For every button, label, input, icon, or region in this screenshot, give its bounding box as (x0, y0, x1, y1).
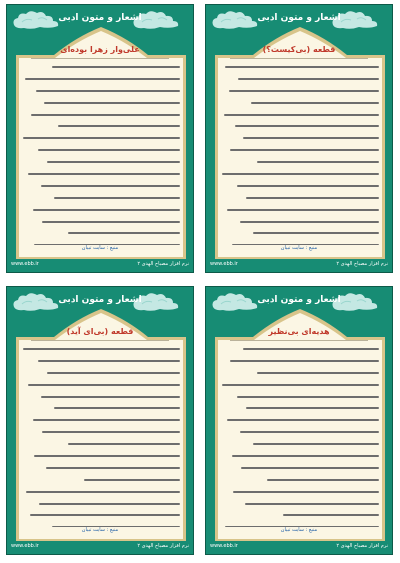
text-line-stroke (222, 384, 379, 386)
footer-software-name: نرم افزار مصباح الهدی ۲ (336, 543, 388, 549)
text-line-stroke (31, 114, 180, 116)
text-line (20, 206, 180, 214)
text-line-stroke (47, 372, 180, 374)
source-credit: منبع : سایت تبیان (280, 245, 318, 251)
text-line (20, 170, 180, 178)
text-line (219, 357, 379, 365)
text-line (219, 229, 379, 237)
text-line-stroke (257, 372, 379, 374)
text-line (20, 111, 180, 119)
text-line (20, 63, 180, 71)
text-line-stroke (241, 467, 379, 469)
text-line (219, 111, 379, 119)
text-line (20, 404, 180, 412)
divider (31, 340, 169, 341)
text-line (219, 99, 379, 107)
document-page (6, 4, 194, 273)
text-line (20, 488, 180, 496)
footer-software-name: نرم افزار مصباح الهدی ۲ (336, 261, 388, 267)
text-line-stroke (237, 396, 379, 398)
text-line-stroke (253, 443, 379, 445)
text-line (219, 511, 379, 519)
text-line-stroke (240, 431, 379, 433)
source-credit: منبع : سایت تبیان (280, 527, 318, 533)
source-credit: منبع : سایت تبیان (81, 527, 119, 533)
text-line (20, 511, 180, 519)
text-line-stroke (39, 503, 180, 505)
text-line-stroke (230, 360, 379, 362)
footer-site-link[interactable]: www.ebb.ir (11, 261, 39, 267)
text-line (219, 381, 379, 389)
text-line-stroke (28, 384, 180, 386)
text-line-stroke (253, 232, 379, 234)
text-line-stroke (58, 125, 180, 127)
poem-title: هدیه‌ای بی‌نظیر (268, 327, 330, 336)
document-page (205, 4, 393, 273)
text-line (20, 134, 180, 142)
text-line (20, 428, 180, 436)
text-line-stroke (42, 431, 180, 433)
text-line-stroke (41, 185, 180, 187)
text-line (219, 393, 379, 401)
page-footer (11, 261, 189, 269)
text-line-stroke (235, 125, 379, 127)
text-line-stroke (222, 173, 379, 175)
text-line-stroke (68, 443, 180, 445)
text-line (20, 229, 180, 237)
text-line-stroke (23, 137, 180, 139)
text-line (20, 99, 180, 107)
poem-text (20, 63, 180, 245)
text-line-stroke (246, 407, 379, 409)
text-line (20, 476, 180, 484)
text-line-stroke (84, 479, 180, 481)
text-line-stroke (283, 514, 379, 516)
text-line (219, 500, 379, 508)
text-line-stroke (34, 455, 180, 457)
divider (230, 58, 368, 59)
text-line (219, 345, 379, 353)
text-line (219, 75, 379, 83)
text-line (219, 194, 379, 202)
page-footer (210, 261, 388, 269)
text-line-stroke (68, 232, 180, 234)
text-line (219, 87, 379, 95)
text-line-stroke (243, 348, 379, 350)
text-line-stroke (28, 173, 180, 175)
poem-text (20, 345, 180, 527)
text-line (20, 357, 180, 365)
page-footer (210, 543, 388, 551)
footer-site-link[interactable]: www.ebb.ir (210, 543, 238, 549)
text-line (219, 488, 379, 496)
text-line (20, 182, 180, 190)
poem-text (219, 345, 379, 527)
text-line-stroke (227, 209, 379, 211)
text-line (219, 404, 379, 412)
page-header: اشعار و متون ادبی (257, 13, 341, 23)
text-line-stroke (41, 396, 180, 398)
text-line (20, 218, 180, 226)
text-line (219, 452, 379, 460)
text-line (219, 182, 379, 190)
text-line-stroke (52, 66, 180, 68)
text-line-stroke (38, 360, 180, 362)
text-line-stroke (36, 90, 180, 92)
text-line (20, 452, 180, 460)
text-line-stroke (42, 221, 180, 223)
text-line (20, 158, 180, 166)
text-line-stroke (54, 197, 180, 199)
text-line (20, 393, 180, 401)
text-line (20, 416, 180, 424)
poem-title: علی‌وار زهرا بوده‌ای (60, 45, 140, 54)
text-line-stroke (230, 149, 379, 151)
text-line (20, 75, 180, 83)
source-credit: منبع : سایت تبیان (81, 245, 119, 251)
text-line-stroke (238, 78, 379, 80)
text-line (219, 146, 379, 154)
text-line-stroke (251, 102, 379, 104)
text-line-stroke (240, 221, 379, 223)
text-line-stroke (257, 161, 379, 163)
text-line-stroke (246, 197, 379, 199)
text-line (20, 194, 180, 202)
divider (31, 58, 169, 59)
text-line (219, 122, 379, 130)
text-line (219, 206, 379, 214)
text-line (219, 464, 379, 472)
text-line-stroke (233, 491, 379, 493)
text-line-stroke (25, 78, 180, 80)
text-line-stroke (30, 514, 180, 516)
footer-software-name: نرم افزار مصباح الهدی ۲ (137, 261, 189, 267)
text-line (20, 440, 180, 448)
page-header: اشعار و متون ادبی (58, 13, 142, 23)
text-line (20, 146, 180, 154)
text-line (219, 134, 379, 142)
text-line-stroke (229, 90, 379, 92)
text-line (219, 170, 379, 178)
text-line-stroke (23, 348, 180, 350)
text-line (20, 345, 180, 353)
text-line-stroke (47, 161, 180, 163)
poem-title: قطعه (بی‌کیست؟) (262, 45, 336, 54)
text-line (20, 122, 180, 130)
text-line (219, 428, 379, 436)
poem-text (219, 63, 379, 245)
text-line-stroke (44, 102, 180, 104)
page-header: اشعار و متون ادبی (58, 295, 142, 305)
text-line-stroke (227, 419, 379, 421)
poem-title: قطعه (بی‌ای آید) (66, 327, 134, 336)
text-line (20, 464, 180, 472)
document-page (6, 286, 194, 555)
text-line-stroke (26, 491, 180, 493)
page-header: اشعار و متون ادبی (257, 295, 341, 305)
text-line-stroke (54, 407, 180, 409)
text-line-stroke (243, 137, 379, 139)
text-line (219, 158, 379, 166)
text-line (219, 416, 379, 424)
text-line (219, 476, 379, 484)
text-line (20, 500, 180, 508)
text-line-stroke (237, 185, 379, 187)
text-line-stroke (224, 114, 379, 116)
page-footer (11, 543, 189, 551)
text-line-stroke (38, 149, 180, 151)
text-line-stroke (267, 479, 379, 481)
text-line (219, 440, 379, 448)
text-line-stroke (225, 66, 379, 68)
text-line-stroke (46, 467, 180, 469)
text-line (20, 381, 180, 389)
text-line-stroke (232, 455, 379, 457)
text-line (219, 218, 379, 226)
text-line (219, 63, 379, 71)
document-page (205, 286, 393, 555)
footer-software-name: نرم افزار مصباح الهدی ۲ (137, 543, 189, 549)
divider (230, 340, 368, 341)
text-line-stroke (33, 209, 180, 211)
footer-site-link[interactable]: www.ebb.ir (210, 261, 238, 267)
text-line (219, 369, 379, 377)
text-line (20, 369, 180, 377)
footer-site-link[interactable]: www.ebb.ir (11, 543, 39, 549)
text-line-stroke (245, 503, 379, 505)
text-line (20, 87, 180, 95)
text-line-stroke (33, 419, 180, 421)
